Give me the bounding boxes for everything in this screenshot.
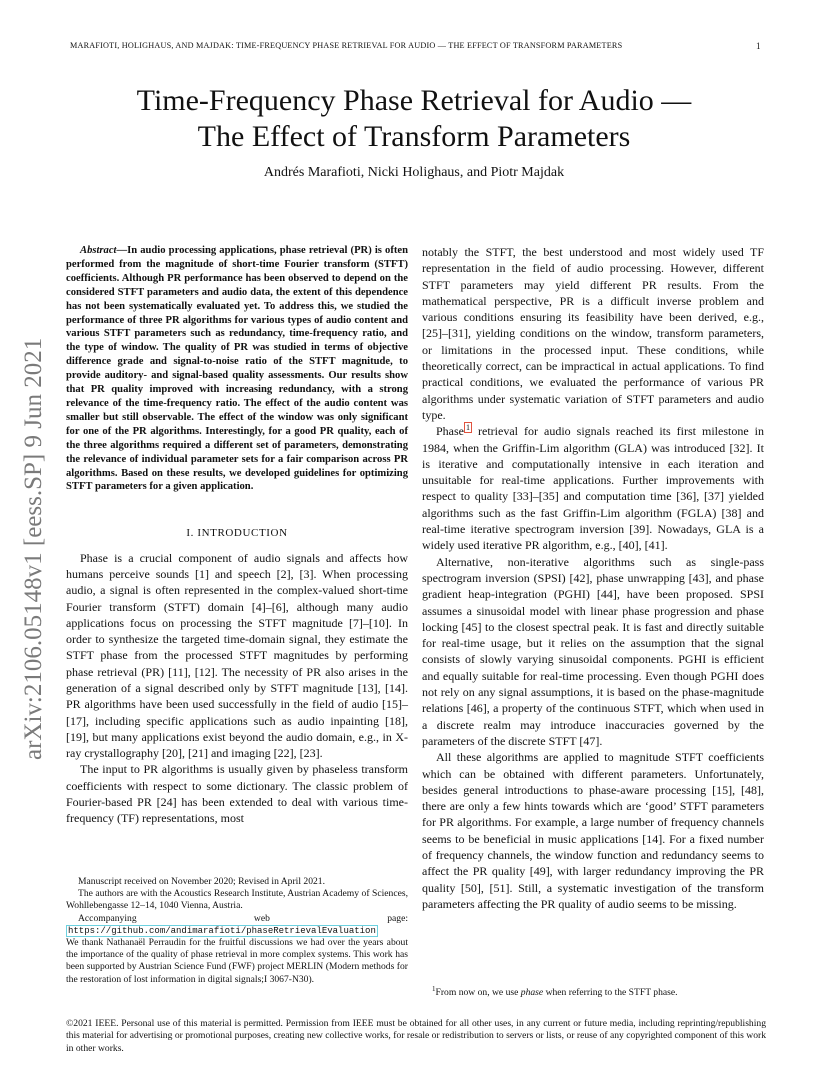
- running-head: MARAFIOTI, HOLIGHAUS, AND MAJDAK: TIME-FREQUENCY PHASE RETRIEVAL FOR AUDIO — THE EFFECT OF TRANSFORM PARAMETERS: [70, 41, 623, 50]
- arxiv-stamp: arXiv:2106.05148v1 [eess.SP] 9 Jun 2021: [20, 337, 47, 760]
- footnote-em: phase: [520, 987, 544, 998]
- paragraph: The input to PR algorithms is usually given by phaseless transform coefficients with respect to some dictionary. The classic problem of Fourier-based PR [24] has been extended to deal with various time-frequency (TF) representations, most: [66, 762, 408, 826]
- paper-title: [60, 83, 768, 155]
- manuscript-note: Manuscript received on November 2020; Revised in April 2021.: [78, 876, 325, 887]
- webpage-label: Accompanying web page:: [78, 912, 408, 924]
- affiliation-note: The authors are with the Acoustics Research Institute, Austrian Academy of Sciences, Wohllebengasse 12–14, 1040 Vienna, Austria.: [66, 888, 408, 912]
- right-column: [422, 244, 764, 912]
- abstract-label: Abstract: [80, 245, 117, 256]
- footnote-right: [432, 985, 762, 998]
- paragraph-phase: [422, 423, 764, 553]
- paragraph: Phase is a crucial component of audio signals and affects how humans perceive sounds [1] and speech [2], [3]. When processing audio, a signal is often represented in the complex-valued short-time Fourier transform (STFT) domain [4]–[6], although many audio applications focus on processing the STFT magnitude [7]–[10]. In order to synthesize the targeted time-domain signal, they estimate the STFT phase from the processed STFT magnitudes by performing phase retrieval (PR) [11], [12]. The necessity of PR also arises in the generation of a signal described only by STFT magnitude [13], [14]. PR algorithms have been used successfully in the field of audio [15]–[17], including specific applications such as audio inpainting [18], [19], but many applications exist beyond the audio domain, e.g., in X-ray crystallography [20], [21] and imaging [22], [23].: [66, 550, 408, 761]
- left-column: [66, 244, 408, 827]
- paragraph-text: retrieval for audio signals reached its first milestone in 1984, when the Griffin-Lim algorithm (GLA) was introduced [32]. It is iterative and computationally intensive in each iteration and unsuitable for real-time applications. Further improvements with respect to quality [33]–[35] and computation time [36], [37] yielded algorithms such as the fast Griffin-Lim algorithm (FGLA) [38] and real-time iterative spectrogram inversion [39]. Nowadays, GLA is a widely used iterative PR algorithm, e.g., [40], [41].: [422, 424, 765, 553]
- footnote-number: 1: [432, 985, 436, 993]
- footnote-pre: From now on, we use: [435, 987, 521, 998]
- paragraph: All these algorithms are applied to magnitude STFT coefficients which can be obtained with different parameters. Unfortunately, besides general introductions to phase-aware processing [15], [48], there are only a few hints towards which are ‘good’ STFT parameters for PR algorithms. For example, a large number of frequency channels seems to be beneficial in music applications [14]. For a fixed number of frequency channels, the window function and redundancy seems to affect the PR quality [49], with larger redundancy improving the PR quality [50], [51]. Still, a systematic investigation of the transform parameters affecting the PR quality of audio seems to be missing.: [422, 750, 764, 911]
- paragraph: Alternative, non-iterative algorithms such as single-pass spectrogram inversion (SPSI) [42], phase unwrapping [43], and phase gradient heap-integration (PGHI) [44], have been proposed. SPSI assumes a sinusoidal model with linear phase progression and phase locking [45] to the closest spectral peak. It is fast and directly suitable for real-time usage, but it relies on the assumption that the signal consists of slowly varying sinusoidal components. PGHI is efficient and equally suitable for real-time processing. Even though PGHI does not rely on any signal assumptions, it is based on the phase-magnitude relations [46], a property of the continuous STFT, which when used in a discrete realm may introduce inaccuracies governed by the parameters of the discrete STFT [47].: [422, 554, 764, 748]
- abstract-text: —In audio processing applications, phase retrieval (PR) is often performed from the magnitude of short-time Fourier transform (STFT) coefficients. Although PR performance has been observed to depend on the considered STFT parameters and audio data, the extent of this dependence has not been systematically evaluated yet. To address this, we studied the performance of three PR algorithms for various types of audio content and various STFT parameters such as redundancy, time-frequency ratio, and the type of window. The quality of PR was studied in terms of objective difference grade and signal-to-noise ratio of the STFT magnitude, to provide auditory- and signal-based quality assessments. Our results show that PR quality improved with increasing redundancy, with a strong relevance of the time-frequency ratio. The effect of the audio content was smaller but still observable. The effect of the window was only significant for one of the PR algorithms. Interestingly, for a good PR quality, each of the three algorithms required a different set of parameters, demonstrating the relevance of individual parameter sets for a fair comparison across PR algorithms. Based on these results, we developed guidelines for optimizing STFT parameters for a given application.: [66, 245, 408, 493]
- abstract: [66, 244, 408, 494]
- paragraph: notably the STFT, the best understood and most widely used TF representation in the field of audio processing. However, different STFT parameters may yield different PR results. From the mathematical perspective, PR is a difficult inverse problem and various conditions ensuring its feasibility have been derived, e.g., [25]–[31], yielding conditions on the window, transform parameters, or limitations in the processed input. These conditions, while theoretically correct, can be impractical in actual applications. To find practical conditions, we evaluated the performance of various PR algorithms under systematic variation of STFT parameters and audio type.: [422, 245, 764, 422]
- webpage-note: [66, 913, 408, 937]
- webpage-link[interactable]: https://github.com/andimarafioti/phaseRetrievalEvaluation: [68, 925, 376, 936]
- phase-word: Phase: [436, 424, 464, 439]
- footnote-block: [66, 876, 408, 986]
- section-heading: I. INTRODUCTION: [186, 527, 288, 540]
- thanks-note: We thank Nathanaël Perraudin for the fruitful discussions we had over the years about the importance of the quality of phase retrieval in more complex systems. This work has been supported by Austrian Science Fund (FWF) project MERLIN (Modern methods for the restoration of lost information in digital signals;I 3067-N30).: [66, 937, 408, 985]
- copyright-notice: ©2021 IEEE. Personal use of this material is permitted. Permission from IEEE must be obtained for all other uses, in any current or future media, including reprinting/republishing this material for advertising or promotional purposes, creating new collective works, for resale or redistribution to servers or lists, or reuse of any copyrighted component of this work in other works.: [66, 1018, 766, 1054]
- page-number: 1: [756, 41, 761, 51]
- footnote-link[interactable]: 1: [466, 423, 470, 433]
- title-line-2: The Effect of Transform Parameters: [197, 120, 631, 153]
- footnote-post: when referring to the STFT phase.: [543, 987, 678, 998]
- authors: Andrés Marafioti, Nicki Holighaus, and Piotr Majdak: [263, 165, 565, 180]
- title-line-1: Time-Frequency Phase Retrieval for Audio —: [136, 84, 692, 117]
